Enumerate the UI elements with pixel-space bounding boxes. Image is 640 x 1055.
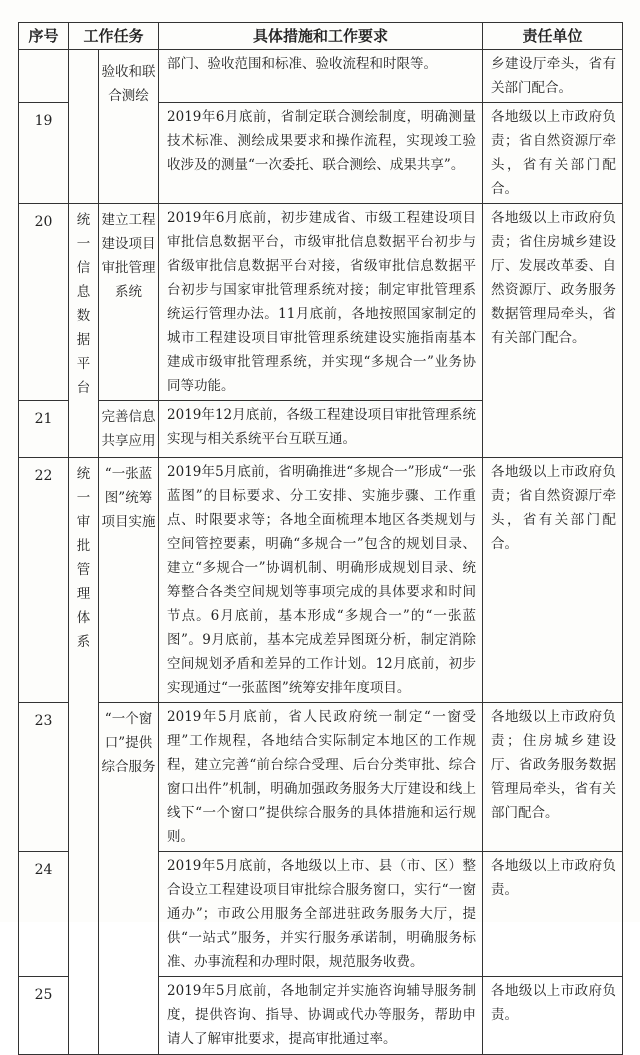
row-no: 20 <box>19 204 69 401</box>
table-row <box>19 703 623 852</box>
table-row <box>19 50 623 103</box>
header-unit: 责任单位 <box>483 23 623 50</box>
row-no <box>19 50 69 103</box>
row-task: “一个窗口”提供综合服务 <box>99 703 159 1055</box>
row-no: 25 <box>19 977 69 1055</box>
row-unit: 各地级以上市政府负责。 <box>483 977 623 1055</box>
row-task: 完善信息共享应用 <box>99 401 159 458</box>
header-no: 序号 <box>19 23 69 50</box>
row-measure: 2019年5月底前，省明确推进“多规合一”形成“一张蓝图”的目标要求、分工安排、实施步骤、工作重点、时限要求等；各地全面梳理本地区各类规划与空间管控要素，明确“多规合一”包含的规划目录、建立“多规合一”协调机制、明确形成规划目录、统筹整合各类空间规划等事项完成的具体要求和时间节点。6月底前，基本形成“多规合一”的“一张蓝图”。9月底前，基本完成差异图斑分析，制定消除空间规划矛盾和差异的工作计划。12月底前，初步实现通过“一张蓝图”统筹安排年度项目。 <box>159 458 483 703</box>
table-header-row <box>19 23 623 50</box>
row-no: 19 <box>19 103 69 204</box>
row-unit: 各地级以上市政府负责；住房城乡建设厅、省政务服务数据管理局牵头，省有关部门配合。 <box>483 703 623 852</box>
row-unit: 各地级以上市政府负责；省自然资源厅牵头，省有关部门配合。 <box>483 458 623 703</box>
row-measure: 2019年5月底前，各地级以上市、县（市、区）整合设立工程建设项目审批综合服务窗口，实行“一窗通办”；市政公用服务全部进驻政务服务大厅，提供“一站式”服务，并实行服务承诺制，明确服务标准、办事流程和办理时限，规范服务收费。 <box>159 852 483 977</box>
row-measure: 2019年5月底前，省人民政府统一制定“一窗受理”工作规程，各地结合实际制定本地区的工作规程，建立完善“前台综合受理、后台分类审批、综合窗口出件”机制，明确加强政务服务大厅建设和线上线下“一个窗口”提供综合服务的具体措施和运行规则。 <box>159 703 483 852</box>
row-no: 22 <box>19 458 69 703</box>
row-no: 21 <box>19 401 69 458</box>
row-measure: 2019年6月底前，初步建成省、市级工程建设项目审批信息数据平台，市级审批信息数据平台初步与省级审批信息数据平台对接，省级审批信息数据平台初步与国家审批管理系统对接；制定审批管理系统运行管理办法。11月底前，各地按照国家制定的城市工程建设项目审批管理系统建设实施指南基本建成市级审批管理系统，并实现“多规合一”业务协同等功能。 <box>159 204 483 401</box>
row-unit: 各地级以上市政府负责；省住房城乡建设厅、发展改革委、自然资源厅、政务服务数据管理局牵头，省有关部门配合。 <box>483 204 623 458</box>
row-task: 建立工程建设项目审批管理系统 <box>99 204 159 401</box>
table-row <box>19 458 623 703</box>
category-empty <box>69 50 99 204</box>
row-unit: 乡建设厅牵头，省有关部门配合。 <box>483 50 623 103</box>
table-row <box>19 204 623 401</box>
row-measure: 2019年6月底前，省制定联合测绘制度，明确测量技术标准、测绘成果要求和操作流程，实现竣工验收涉及的测量“一次委托、联合测绘、成果共享”。 <box>159 103 483 204</box>
task-table <box>18 22 623 1055</box>
row-no: 23 <box>19 703 69 852</box>
category-info-platform: 统一信息数据平台 <box>69 204 99 458</box>
row-task: 验收和联合测绘 <box>99 50 159 204</box>
row-measure: 部门、验收范围和标准、验收流程和时限等。 <box>159 50 483 103</box>
row-task: “一张蓝图”统筹项目实施 <box>99 458 159 703</box>
header-measure: 具体措施和工作要求 <box>159 23 483 50</box>
row-unit: 各地级以上市政府负责。 <box>483 852 623 977</box>
row-measure: 2019年5月底前，各地制定并实施咨询辅导服务制度，提供咨询、指导、协调或代办等服务，帮助申请人了解审批要求，提高审批通过率。 <box>159 977 483 1055</box>
row-unit: 各地级以上市政府负责；省自然资源厅牵头，省有关部门配合。 <box>483 103 623 204</box>
row-measure: 2019年12月底前，各级工程建设项目审批管理系统实现与相关系统平台互联互通。 <box>159 401 483 458</box>
row-no: 24 <box>19 852 69 977</box>
category-approval-system: 统一审批管理体系 <box>69 458 99 1055</box>
header-task: 工作任务 <box>69 23 159 50</box>
